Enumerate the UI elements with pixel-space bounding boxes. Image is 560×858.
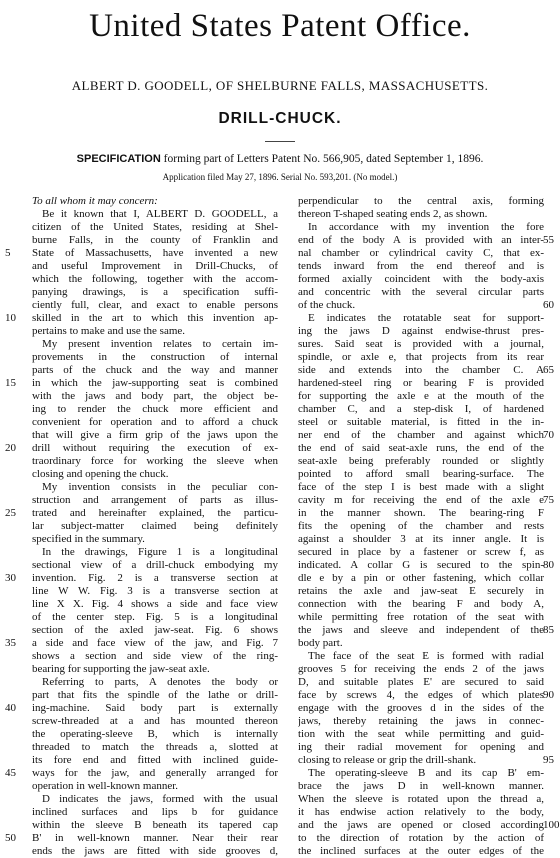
- text-line: that will give a firm grip of the jaws upon the: [32, 429, 278, 441]
- application-line: Application filed May 27, 1896. Serial No. 593,201. (No model.): [162, 172, 398, 182]
- text-line: In accordance with my invention the fore: [308, 221, 544, 233]
- title-divider: [265, 141, 295, 142]
- text-line: in the manner shown. The bearing-ring F: [298, 507, 544, 519]
- text-line: threaded to match the threads a, slotted at: [32, 741, 278, 753]
- text-line: pointed to afford small bearing-surface. The: [298, 468, 544, 480]
- text-line: My invention consists in the peculiar con-: [42, 481, 278, 493]
- line-number: 50: [5, 832, 16, 844]
- text-line: tion with the seat while permitting and guid-: [298, 728, 544, 740]
- text-line: thereon T-shaped seating ends 2, as shown.: [298, 208, 488, 220]
- text-line: ing their radial movement for opening and: [298, 741, 544, 753]
- line-number: 35: [5, 637, 16, 649]
- text-line: screw-threaded at a and has mounted thereon: [32, 715, 278, 727]
- line-number: 85: [543, 624, 554, 636]
- text-line: secured in place by a fastener or screw f, as: [298, 546, 544, 558]
- text-line: The face of the seat E is formed with radial: [308, 650, 544, 662]
- text-line: to the direction of rotation by the action of: [298, 832, 544, 844]
- text-line: and the jaws are opened or closed according: [298, 819, 544, 831]
- line-number: 65: [543, 364, 554, 376]
- line-number: 95: [543, 754, 554, 766]
- text-line: provements in the construction of internal: [32, 351, 278, 363]
- line-number: 70: [543, 429, 554, 441]
- text-line: sectional view of a drill-chuck embodying my: [32, 559, 278, 571]
- text-line: against a shoulder 3 at its inner angle. It is: [298, 533, 544, 545]
- text-line: trated and hereinafter explained, the particu-: [32, 507, 278, 519]
- line-number: 5: [5, 247, 11, 259]
- text-line: with the jaws and body part, the object be-: [32, 390, 278, 402]
- specification-text: forming part of Letters Patent No. 566,905, dated September 1, 1896.: [163, 153, 484, 165]
- text-line: ing-machine. Said body part is externally: [32, 702, 278, 714]
- line-number: 45: [5, 767, 16, 779]
- text-line: Be it known that I, ALBERT D. GOODELL, a: [42, 208, 278, 220]
- text-line: skilled in the art to which this invention ap-: [32, 312, 278, 324]
- line-number: 40: [5, 702, 16, 714]
- text-line: Referring to parts, A denotes the body or: [42, 676, 278, 688]
- text-line: lar subject-matter claimed being definitely: [32, 520, 278, 532]
- line-number: 55: [543, 234, 554, 246]
- text-line: and useful Improvement in Drill-Chucks, of: [32, 260, 278, 272]
- text-line: D indicates the jaws, formed with the usual: [42, 793, 278, 805]
- text-line: cavity m for receiving the end of the axle e: [298, 494, 544, 506]
- text-line: jaws, thereby retaining the jaws in connec-: [298, 715, 544, 727]
- text-line: line X X. Fig. 4 shows a side and face view: [32, 598, 278, 610]
- text-line: a side and face view of the jaw, and Fig. 7: [32, 637, 278, 649]
- text-line: which the following, together with the accom-: [32, 273, 278, 285]
- line-number: 25: [5, 507, 16, 519]
- text-line: face of the step I is best made with a slight: [298, 481, 544, 493]
- text-line: burne Falls, in the county of Franklin and: [32, 234, 278, 246]
- office-title: United States Patent Office.: [89, 8, 471, 44]
- text-line: of the chuck.: [298, 299, 356, 311]
- text-line: and concentric with the several circular parts: [298, 286, 544, 298]
- text-line: inclined surfaces and lips b for guidance: [32, 806, 278, 818]
- text-line: ciently full, clear, and exact to enable persons: [32, 299, 278, 311]
- text-line: connection with the bearing F and body A,: [298, 598, 544, 610]
- line-number: 90: [543, 689, 554, 701]
- text-line: nal chamber or cylindrical cavity C, that ex-: [298, 247, 544, 259]
- text-line: indicated. A collar G is secured to the spin-: [298, 559, 544, 571]
- text-line: perpendicular to the central axis, forming: [298, 195, 544, 207]
- line-number: 60: [543, 299, 554, 311]
- text-line: tends inward from the end thereof and is: [298, 260, 544, 272]
- line-number: 20: [5, 442, 16, 454]
- text-line: panying drawings, is a specification suffi-: [32, 286, 278, 298]
- text-line: operation in well-known manner.: [32, 780, 179, 792]
- text-line: E indicates the rotatable seat for support-: [308, 312, 544, 324]
- invention-title: DRILL-CHUCK.: [218, 110, 342, 127]
- text-line: chamber C, and a step-disk I, of hardened: [298, 403, 544, 415]
- text-line: the inclined surfaces at the outer edges of the: [298, 845, 544, 857]
- line-number: 10: [5, 312, 16, 324]
- text-line: dle e by a pin or other fastening, which collar: [298, 572, 544, 584]
- text-line: pertains to make and use the same.: [32, 325, 186, 337]
- inventor-line: ALBERT D. GOODELL, OF SHELBURNE FALLS, MASSACHUSETTS.: [71, 78, 489, 93]
- text-line: its fore end and fitted with inclined guide-: [32, 754, 278, 766]
- text-line: within the sleeve B beneath its tapered cap: [32, 819, 278, 831]
- text-line: D, and suitable plates E' are secured to said: [298, 676, 544, 688]
- text-line: To all whom it may concern:: [32, 195, 158, 207]
- text-line: specified in the summary.: [32, 533, 145, 545]
- text-line: the jaws and sleeve and independent of the: [298, 624, 544, 636]
- text-line: ends the jaws are fitted with side grooves d,: [32, 845, 278, 857]
- text-line: spindle, or axle e, that projects from its rear: [298, 351, 544, 363]
- text-line: for supporting the axle e at the mouth of the: [298, 390, 544, 402]
- text-line: in which the jaw-supporting seat is combined: [32, 377, 278, 389]
- text-line: section of the axled jaw-seat. Fig. 6 shows: [32, 624, 278, 636]
- text-line: hardened-steel ring or bearing F is provided: [298, 377, 544, 389]
- text-line: convenient for operation and to afford a chuck: [32, 416, 278, 428]
- text-line: fits the opening of the chamber and rests: [298, 520, 544, 532]
- text-line: side and extends into the chamber C. A: [298, 364, 544, 376]
- text-line: the end of said seat-axle runs, the end of the: [298, 442, 544, 454]
- text-line: B' in well-known manner. Near their rear: [32, 832, 278, 844]
- text-line: My present invention relates to certain im-: [42, 338, 278, 350]
- text-line: part that fits the spindle of the lathe or drill-: [32, 689, 278, 701]
- text-line: struction and arrangement of parts as illus-: [32, 494, 278, 506]
- text-line: In the drawings, Figure 1 is a longitudinal: [42, 546, 278, 558]
- line-number: 80: [543, 559, 554, 571]
- text-line: closing to release or grip the drill-shank.: [298, 754, 477, 766]
- text-line: State of Massachusetts, have invented a new: [32, 247, 278, 259]
- text-line: sures. Said seat is provided with a journal,: [298, 338, 544, 350]
- text-line: brace the jaws D in well-known manner.: [298, 780, 544, 792]
- text-line: of the center step. Fig. 5 is a longitudinal: [32, 611, 278, 623]
- text-line: line W W. Fig. 3 is a transverse section at: [32, 585, 278, 597]
- text-line: seat-axle being preferably rounded or slightly: [298, 455, 544, 467]
- text-line: shows a section and side view of the ring-: [32, 650, 278, 662]
- left-text-column: [32, 195, 278, 858]
- line-number: 30: [5, 572, 16, 584]
- text-line: parts of the chuck and the way and manner: [32, 364, 278, 376]
- text-line: ing to render the chuck more efficient and: [32, 403, 278, 415]
- text-line: ways for the jaw, and generally arranged for: [32, 767, 278, 779]
- text-line: steel or suitable material, is fitted in the in-: [298, 416, 544, 428]
- line-number: 15: [5, 377, 16, 389]
- text-line: grooves 5 for receiving the ends 2 of the jaws: [298, 663, 544, 675]
- specification-line: [0, 153, 560, 165]
- right-text-column: [298, 195, 544, 858]
- text-line: bearing for supporting the jaw-seat axle.: [32, 663, 210, 675]
- text-line: it has endwise action relatively to the body,: [298, 806, 544, 818]
- text-line: engage with the grooves d in the sides of the: [298, 702, 544, 714]
- text-line: When the sleeve is rotated upon the thread a,: [298, 793, 544, 805]
- text-line: face by screws 4, the edges of which plates: [298, 689, 544, 701]
- text-line: The operating-sleeve B and its cap B' em-: [308, 767, 544, 779]
- line-number: 75: [543, 494, 554, 506]
- text-line: body part.: [298, 637, 343, 649]
- text-line: ing the jaws D against endwise-thrust pres-: [298, 325, 544, 337]
- text-line: end of the body A is provided with an inter-: [298, 234, 544, 246]
- text-line: retains the axle and jaw-seat E securely in: [298, 585, 544, 597]
- text-line: the operating-sleeve B, which is internally: [32, 728, 278, 740]
- text-line: invention. Fig. 2 is a transverse section at: [32, 572, 278, 584]
- text-line: formed axially coincident with the body-axis: [298, 273, 544, 285]
- text-line: ner end of the chamber and against which: [298, 429, 544, 441]
- text-line: while permitting free rotation of the seat with: [298, 611, 544, 623]
- text-line: citizen of the United States, residing at Shel-: [32, 221, 278, 233]
- text-line: drill without requiring the execution of ex-: [32, 442, 278, 454]
- specification-label: SPECIFICATION: [76, 153, 161, 165]
- text-line: closing and opening the chuck.: [32, 468, 169, 480]
- text-line: traordinary force for working the sleeve when: [32, 455, 278, 467]
- line-number: 100: [543, 819, 560, 831]
